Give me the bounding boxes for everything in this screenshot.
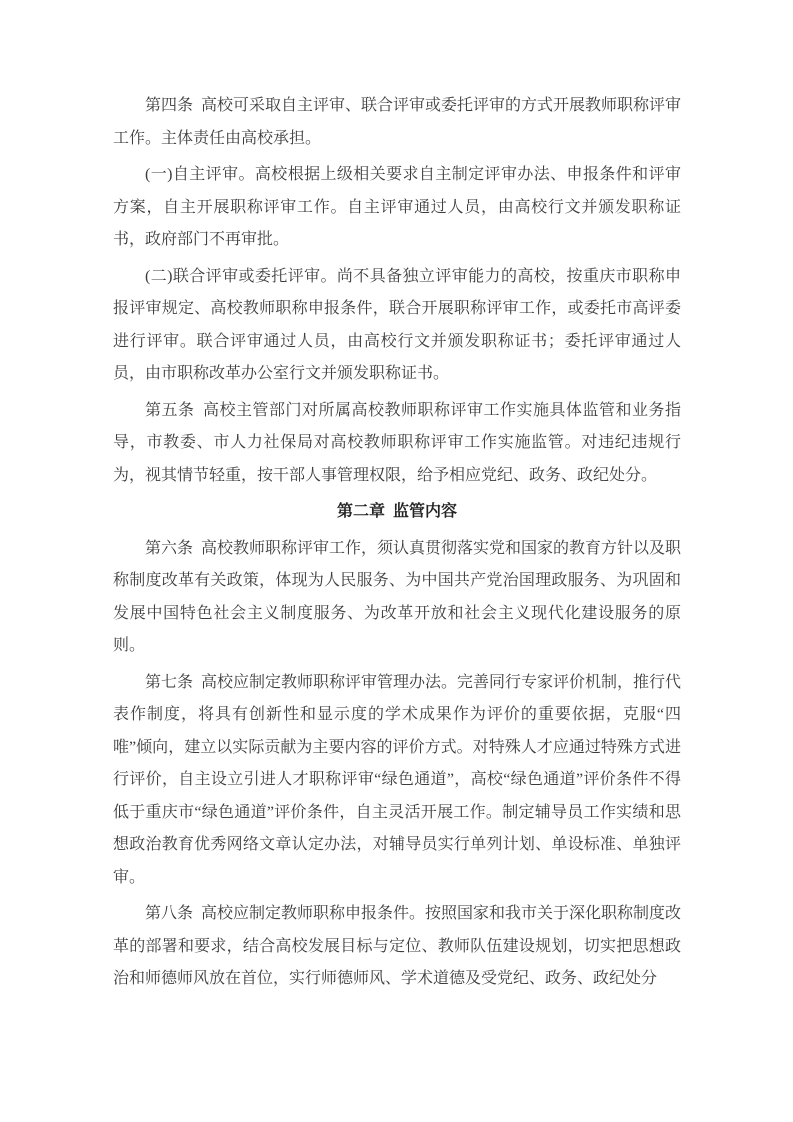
paragraph-article-4: 第四条 高校可采取自主评审、联合评审或委托评审的方式开展教师职称评审工作。主体责任由高校承担。 xyxy=(113,97,682,147)
paragraph-article-5: 第五条 高校主管部门对所属高校教师职称评审工作实施具体监管和业务指导，市教委、市人力社保局对高校教师职称评审工作实施监管。对违纪违规行为，视其情节轻重，按干部人事管理权限，给予相应党纪、政务、政纪处分。 xyxy=(113,401,681,484)
paragraph-item-1-self-review: (一)自主评审。高校根据上级相关要求自主制定评审办法、申报条件和评审方案，自主开展职称评审工作。自主评审通过人员，由高校行文并颁发职称证书，政府部门不再审批。 xyxy=(113,166,681,248)
paragraph-article-6: 第六条 高校教师职称评审工作，须认真贯彻落实党和国家的教育方针以及职称制度改革有关政策，体现为人民服务、为中国共产党治国理政服务、为巩固和发展中国特色社会主义制度服务、为改革开放和社会主义现代化建设服务的原则。 xyxy=(113,539,682,654)
paragraph-article-7: 第七条 高校应制定教师职称评审管理办法。完善同行专家评价机制，推行代表作制度，将具有创新性和显示度的学术成果作为评价的重要依据，克服“四唯”倾向，建立以实际贡献为主要内容的评价方式。对特殊人才应通过特殊方式进行评价，自主设立引进人才职称评审“绿色通道”，高校“绿色通道”评价条件不得低于重庆市“绿色通道”评价条件，自主灵活开展工作。制定辅导员工作实绩和思想政治教育优秀网络文章认定办法，对辅导员实行单列计划、单设标准、单独评审。 xyxy=(113,673,682,886)
paragraph-article-8: 第八条 高校应制定教师职称申报条件。按照国家和我市关于深化职称制度改革的部署和要求，结合高校发展目标与定位、教师队伍建设规划，切实把思想政治和师德师风放在首位，实行师德师风、学术道德及受党纪、政务、政纪处分 xyxy=(113,905,682,987)
chapter-2-heading: 第二章 监管内容 xyxy=(336,503,457,520)
paragraph-item-2-joint-review: (二)联合评审或委托评审。尚不具备独立评审能力的高校，按重庆市职称申报评审规定、高校教师职称申报条件，联合开展职称评审工作，或委托市高评委进行评审。联合评审通过人员，由高校行文并颁发职称证书；委托评审通过人员，由市职称改革办公室行文并颁发职称证书。 xyxy=(113,267,681,382)
document-body xyxy=(113,90,681,996)
